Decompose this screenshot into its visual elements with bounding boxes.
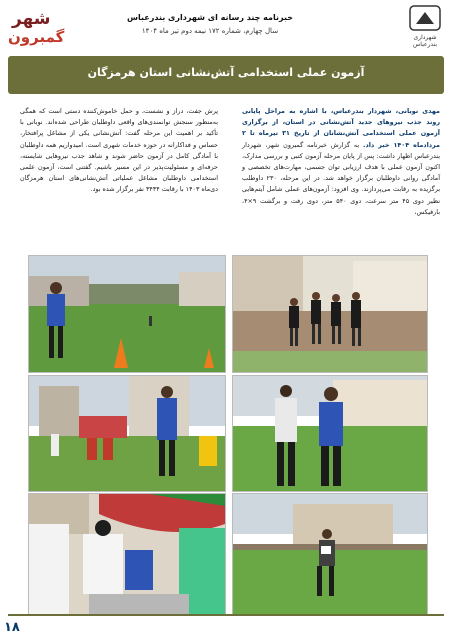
article-right-column (242, 106, 440, 218)
photo-running-field (28, 255, 226, 373)
page-number: ۱۸ (4, 620, 20, 635)
photo-runners-group (232, 255, 428, 373)
svg-text:گمبرون: گمبرون (8, 28, 65, 46)
photo-examiners (232, 375, 428, 492)
photo-registration-desk (28, 493, 226, 615)
page-header (0, 0, 452, 52)
photo-sprint-runner (232, 493, 428, 615)
article-title: آزمون عملی استخدامی آتش‌نشانی استان هرمزگان (87, 66, 365, 79)
issue-info: سال چهارم، شماره ۱۷۲ نیمه دوم تیر ماه ۱۴۰۴ (141, 27, 279, 35)
article-body-right: به گزارش خبرنامه گمبرون شهر، شهردار بندرعباس اظهار داشت: پس از پایان مرحله آزمون کتبی و بررسی مدارک، اکنون آزمون عملی با هدف ارزیابی توان جسمی، مهارت‌های تخصصی و آمادگی روانی داوطلبان برگزار خواهد شد. در این مرحله، ۲۳۰ داوطلب برگزیده به رقابت می‌پردازند. وی افزود: آزمون‌های عملی شامل آیتم‌هایی نظیر دوی ۴۵ متر سرعت، دوی ۵۴۰ متر، دوی رفت و برگشت ۹×۴، بارفیکس، (242, 140, 440, 216)
publication-title: خبرنامه چند رسانه ای شهرداری بندرعباس (127, 13, 293, 22)
article-title-bar (8, 56, 444, 94)
gombroon-shahr-logo (6, 4, 102, 48)
footer-rule (8, 614, 444, 616)
photo-extinguisher-test (28, 375, 226, 492)
municipality-label: شهرداری بندرعباس (412, 34, 438, 48)
article-left-column (20, 106, 218, 196)
article-body-left: پرش جفت، دراز و نشست، و حمل خاموش‌کننده دستی است که همگی به‌منظور سنجش توانمندی‌های واقعی داوطلبان طراحی شده‌اند. نوبانی با تأکید بر اهمیت این مرحله گفت: آتش‌نشانی یکی از مشاغل پرافتخار، حساس و فداکارانه در حوزه خدمات شهری است. امیدواریم همه داوطلبان با آمادگی کامل در آزمون حاضر شوند و شاهد جذب نیروهایی شایسته، حرفه‌ای و مسئولیت‌پذیر در این مسیر باشیم. گفتنی است، آزمون علمی استخدامی داوطلبان مشاغل عملیاتی آتش‌نشانی‌های استان هرمزگان دی‌ماه ۱۴۰۳ با رقابت ۳۴۳۴ نفر برگزار شده بود. (20, 107, 218, 194)
article-lead: مهدی نوبانی، شهردار بندرعباس، با اشاره به مراحل پایانی روند جذب نیروهای جدید آتش‌نشانی در استان، از برگزاری آزمون عملی استخدامی آتش‌نشانان از تاریخ ۳۱ تیرماه تا ۲ مردادماه ۱۴۰۴ خبر داد. (242, 107, 440, 149)
svg-text:شهر: شهر (12, 9, 51, 29)
